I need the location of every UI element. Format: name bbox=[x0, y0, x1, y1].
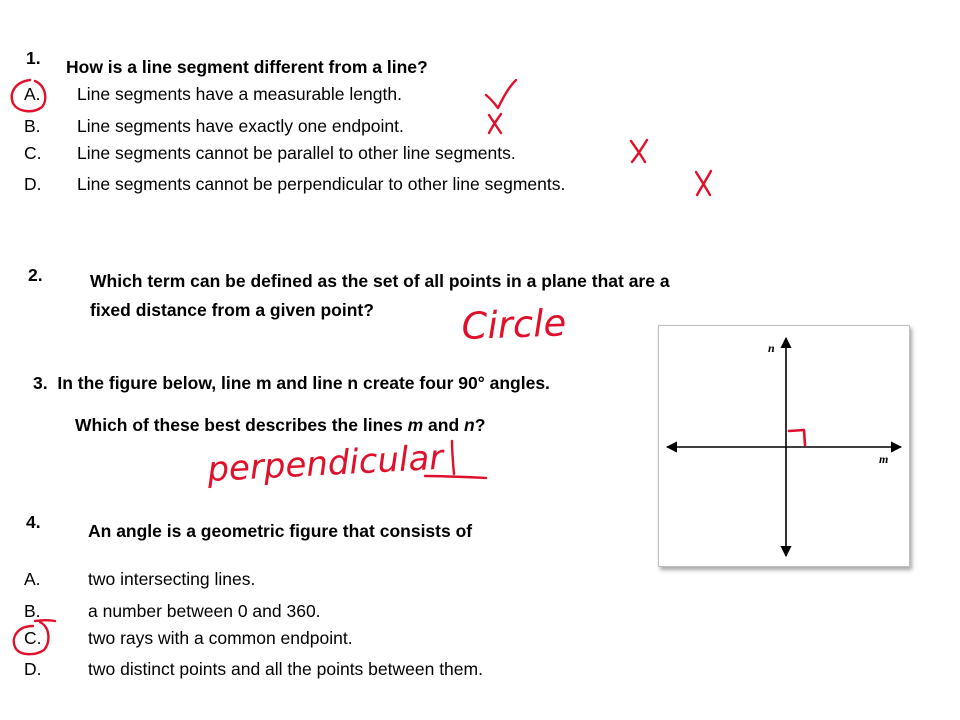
q3-prompt-text: In the figure below, line m and line n create four 90° angles. bbox=[57, 373, 550, 393]
q1-option-b-letter: B. bbox=[24, 116, 41, 136]
check-mark-icon bbox=[486, 80, 516, 108]
q1-option-c-text: Line segments cannot be parallel to other line segments. bbox=[77, 143, 516, 163]
x-mark-q1-c-icon bbox=[631, 140, 647, 162]
q4-option-d-text: two distinct points and all the points between them. bbox=[88, 659, 483, 679]
q1-option-d-text: Line segments cannot be perpendicular to other line segments. bbox=[77, 174, 566, 194]
q4-option-a-text: two intersecting lines. bbox=[88, 569, 256, 589]
handwritten-answer-circle: Circle bbox=[460, 301, 567, 348]
q4-option-c-letter: C. bbox=[24, 628, 42, 648]
circle-q4-c-icon bbox=[14, 620, 55, 654]
label-m: m bbox=[879, 452, 889, 466]
q1-option-a-letter: A. bbox=[24, 84, 41, 104]
q1-option-b-text: Line segments have exactly one endpoint. bbox=[77, 116, 404, 136]
q3-question-and: and bbox=[423, 415, 464, 435]
q1-option-c-letter: C. bbox=[24, 143, 42, 163]
q4-option-c-text: two rays with a common endpoint. bbox=[88, 628, 353, 648]
q4-option-d-letter: D. bbox=[24, 659, 42, 679]
q3-question-pre: Which of these best describes the lines bbox=[75, 415, 408, 435]
q2-question-line1: Which term can be defined as the set of all points in a plane that are a bbox=[90, 271, 670, 291]
q1-number: 1. bbox=[26, 48, 41, 68]
q4-question: An angle is a geometric figure that consists of bbox=[88, 521, 473, 541]
q1-question: How is a line segment different from a line? bbox=[66, 57, 428, 77]
label-n: n bbox=[768, 341, 775, 355]
q3-question-post: ? bbox=[474, 415, 486, 435]
x-mark-q1-b-icon bbox=[489, 114, 501, 133]
handwritten-answer-perpendicular: perpendicular bbox=[206, 437, 445, 490]
q4-number: 4. bbox=[26, 512, 41, 532]
q2-question-line2: fixed distance from a given point? bbox=[90, 300, 374, 320]
q3-prompt-number: 3. bbox=[33, 373, 48, 393]
q1-option-a-text: Line segments have a measurable length. bbox=[77, 84, 402, 104]
q1-option-d-letter: D. bbox=[24, 174, 42, 194]
q3-var-m: m bbox=[407, 415, 424, 435]
q4-option-b-text: a number between 0 and 360. bbox=[88, 601, 321, 621]
q4-option-b-letter: B. bbox=[24, 601, 41, 621]
circle-q1-a-icon bbox=[12, 80, 46, 111]
x-mark-q1-d-icon bbox=[696, 171, 711, 195]
q2-number: 2. bbox=[28, 265, 43, 285]
q3-var-n: n bbox=[464, 415, 475, 435]
q4-option-a-letter: A. bbox=[24, 569, 41, 589]
